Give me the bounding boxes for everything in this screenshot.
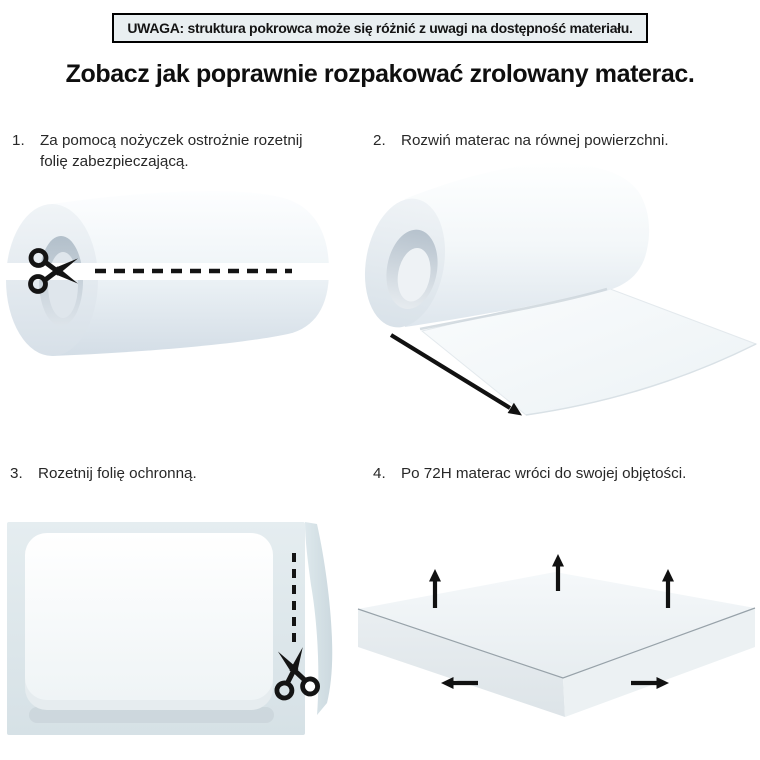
- step-number: 1.: [12, 132, 25, 149]
- flat-mattress-isometric: [358, 572, 755, 717]
- step-text: Po 72H materac wróci do swojej objętości.: [401, 465, 687, 482]
- step-number: 4.: [373, 465, 386, 482]
- step-text: Rozwiń materac na równej powierzchni.: [401, 132, 669, 149]
- illustration-rolled-mattress: [0, 185, 335, 400]
- illustration-expanding-mattress: [355, 520, 760, 760]
- step-1: [12, 130, 322, 172]
- illustration-mattress-on-foil: [5, 515, 340, 740]
- step-4: [373, 463, 753, 484]
- step-number: 3.: [10, 465, 23, 482]
- step-3: [10, 463, 340, 484]
- notice-banner: [112, 13, 647, 43]
- flat-mattress: [25, 533, 274, 723]
- illustration-unrolling-mattress: [360, 163, 760, 427]
- page-title: Zobacz jak poprawnie rozpakować zrolowany materac.: [65, 60, 695, 88]
- step-text: Rozetnij folię ochronną.: [38, 465, 197, 482]
- step-2: [373, 130, 753, 151]
- notice-text: UWAGA: struktura pokrowca może się różnić z uwagi na dostępność materiału.: [127, 20, 633, 36]
- step-text: Za pomocą nożyczek ostrożnie rozetnij folię zabezpieczającą.: [40, 132, 303, 170]
- step-number: 2.: [373, 132, 386, 149]
